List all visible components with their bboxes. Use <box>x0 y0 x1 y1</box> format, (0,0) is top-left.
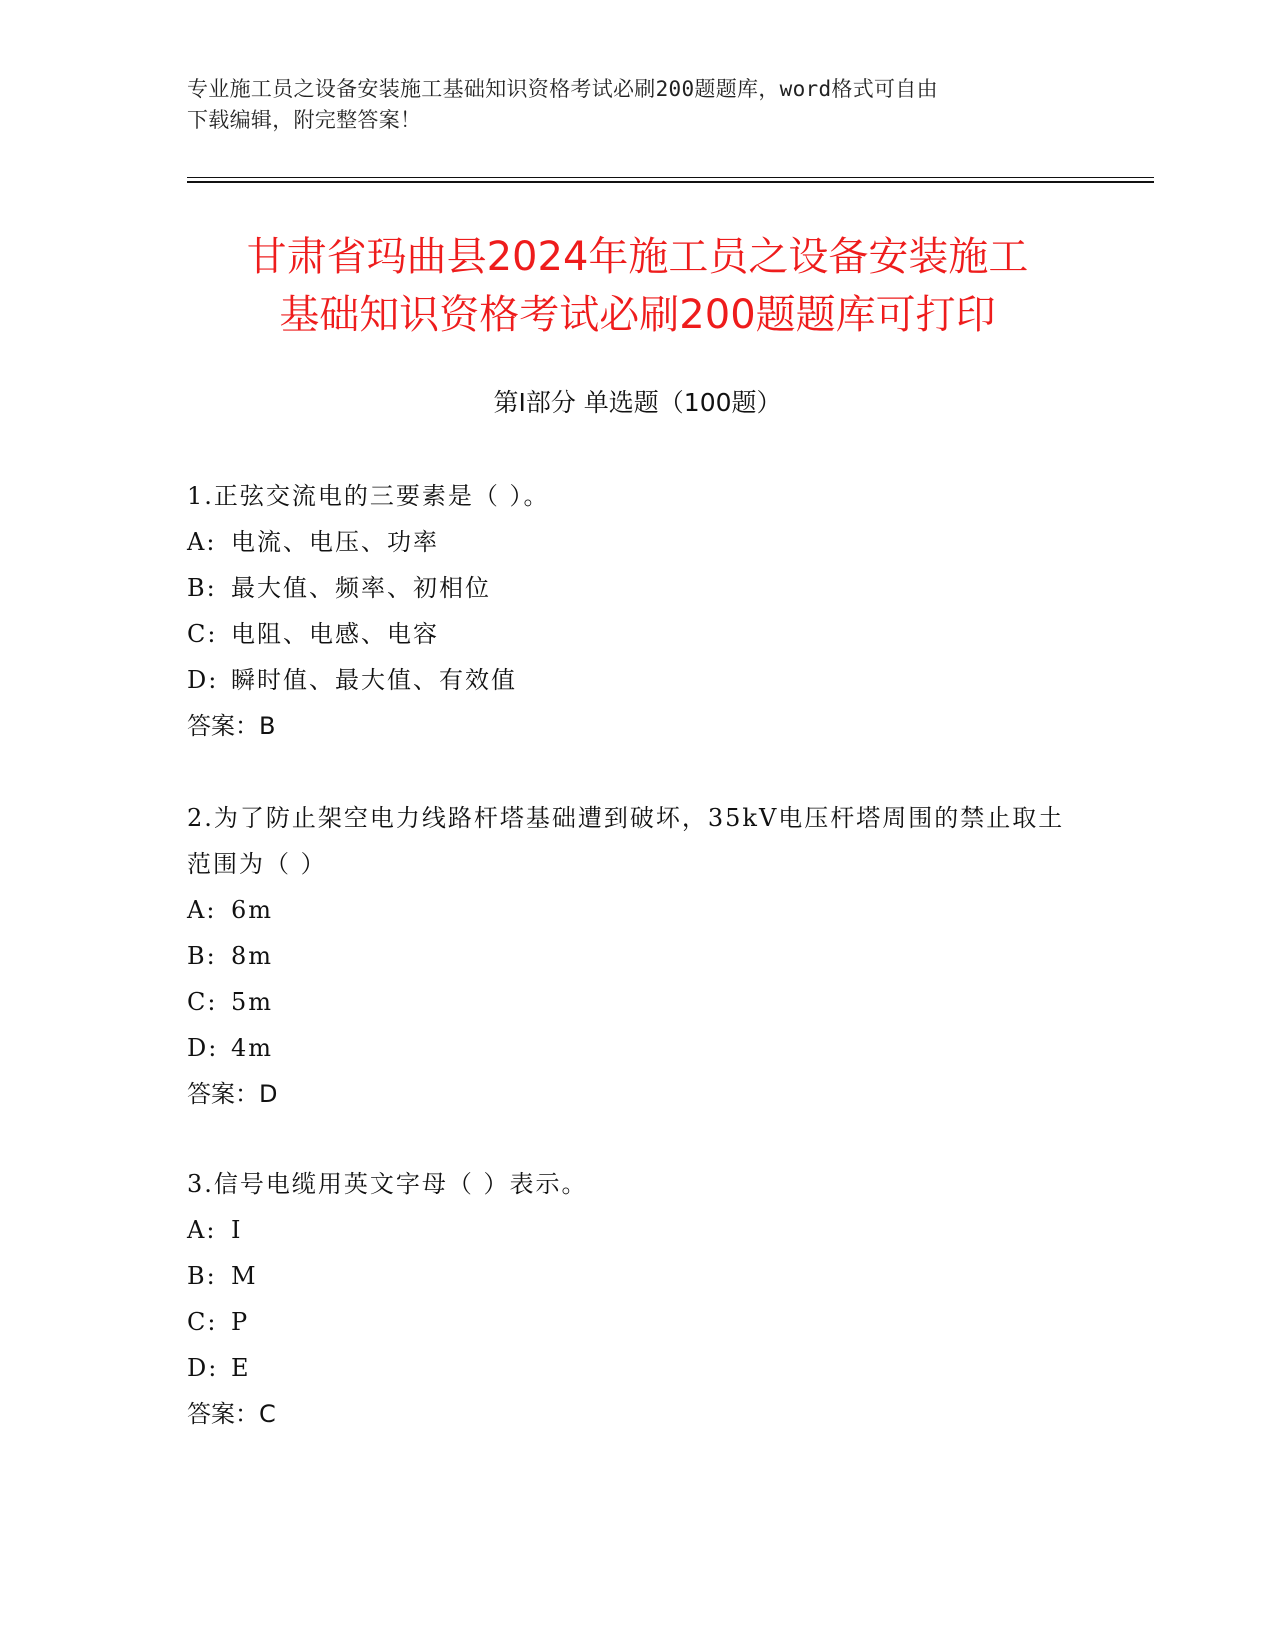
question-3 <box>187 1161 1087 1437</box>
question-stem: 3.信号电缆用英文字母（ ）表示。 <box>187 1170 588 1198</box>
header-note-line-2: 下载编辑，附完整答案！ <box>187 108 422 132</box>
option-d <box>187 1025 1087 1071</box>
option-a <box>187 887 1087 933</box>
option-text: 4m <box>231 1034 274 1062</box>
option-text: E <box>231 1354 251 1382</box>
section-heading: 第Ⅰ部分 单选题（100题） <box>493 388 782 417</box>
option-a <box>187 1207 1087 1253</box>
header-divider-top <box>187 177 1154 178</box>
option-c <box>187 1299 1087 1345</box>
option-letter: D: <box>187 666 219 694</box>
option-text: 8m <box>231 942 274 970</box>
answer: 答案：C <box>187 1400 276 1428</box>
option-letter: C: <box>187 1308 218 1336</box>
option-text: 电阻、电感、电容 <box>231 620 439 648</box>
option-text: 6m <box>231 896 274 924</box>
document-title <box>150 228 1125 344</box>
option-letter: A: <box>187 896 217 924</box>
option-letter: C: <box>187 620 218 648</box>
option-letter: A: <box>187 1216 217 1244</box>
option-text: 最大值、频率、初相位 <box>231 574 491 602</box>
option-b <box>187 933 1087 979</box>
option-letter: B: <box>187 574 217 602</box>
document-title-line-2: 基础知识资格考试必刷200题题库可打印 <box>279 292 996 338</box>
question-1 <box>187 473 1087 749</box>
option-d <box>187 1345 1087 1391</box>
option-letter: B: <box>187 1262 217 1290</box>
question-2 <box>187 795 1087 1117</box>
option-text: 瞬时值、最大值、有效值 <box>231 666 517 694</box>
option-letter: D: <box>187 1034 219 1062</box>
option-letter: C: <box>187 988 218 1016</box>
option-text: 5m <box>231 988 274 1016</box>
option-letter: D: <box>187 1354 219 1382</box>
option-b <box>187 565 1087 611</box>
option-d <box>187 657 1087 703</box>
document-title-line-1: 甘肃省玛曲县2024年施工员之设备安装施工 <box>246 234 1029 280</box>
option-text: 电流、电压、功率 <box>231 528 439 556</box>
answer: 答案：D <box>187 1080 278 1108</box>
header-note <box>187 74 1087 136</box>
question-stem: 2.为了防止架空电力线路杆塔基础遭到破坏，35kV电压杆塔周围的禁止取土范围为（ ） <box>187 804 1065 878</box>
option-c <box>187 611 1087 657</box>
answer: 答案：B <box>187 712 276 740</box>
option-text: P <box>231 1308 250 1336</box>
option-letter: B: <box>187 942 217 970</box>
question-stem: 1.正弦交流电的三要素是（ ）。 <box>187 482 550 510</box>
option-letter: A: <box>187 528 217 556</box>
option-text: I <box>231 1216 243 1244</box>
option-c <box>187 979 1087 1025</box>
option-text: M <box>231 1262 258 1290</box>
option-b <box>187 1253 1087 1299</box>
header-note-line-1: 专业施工员之设备安装施工基础知识资格考试必刷200题题库，word格式可自由 <box>187 77 938 101</box>
header-divider-bottom <box>187 181 1154 183</box>
option-a <box>187 519 1087 565</box>
